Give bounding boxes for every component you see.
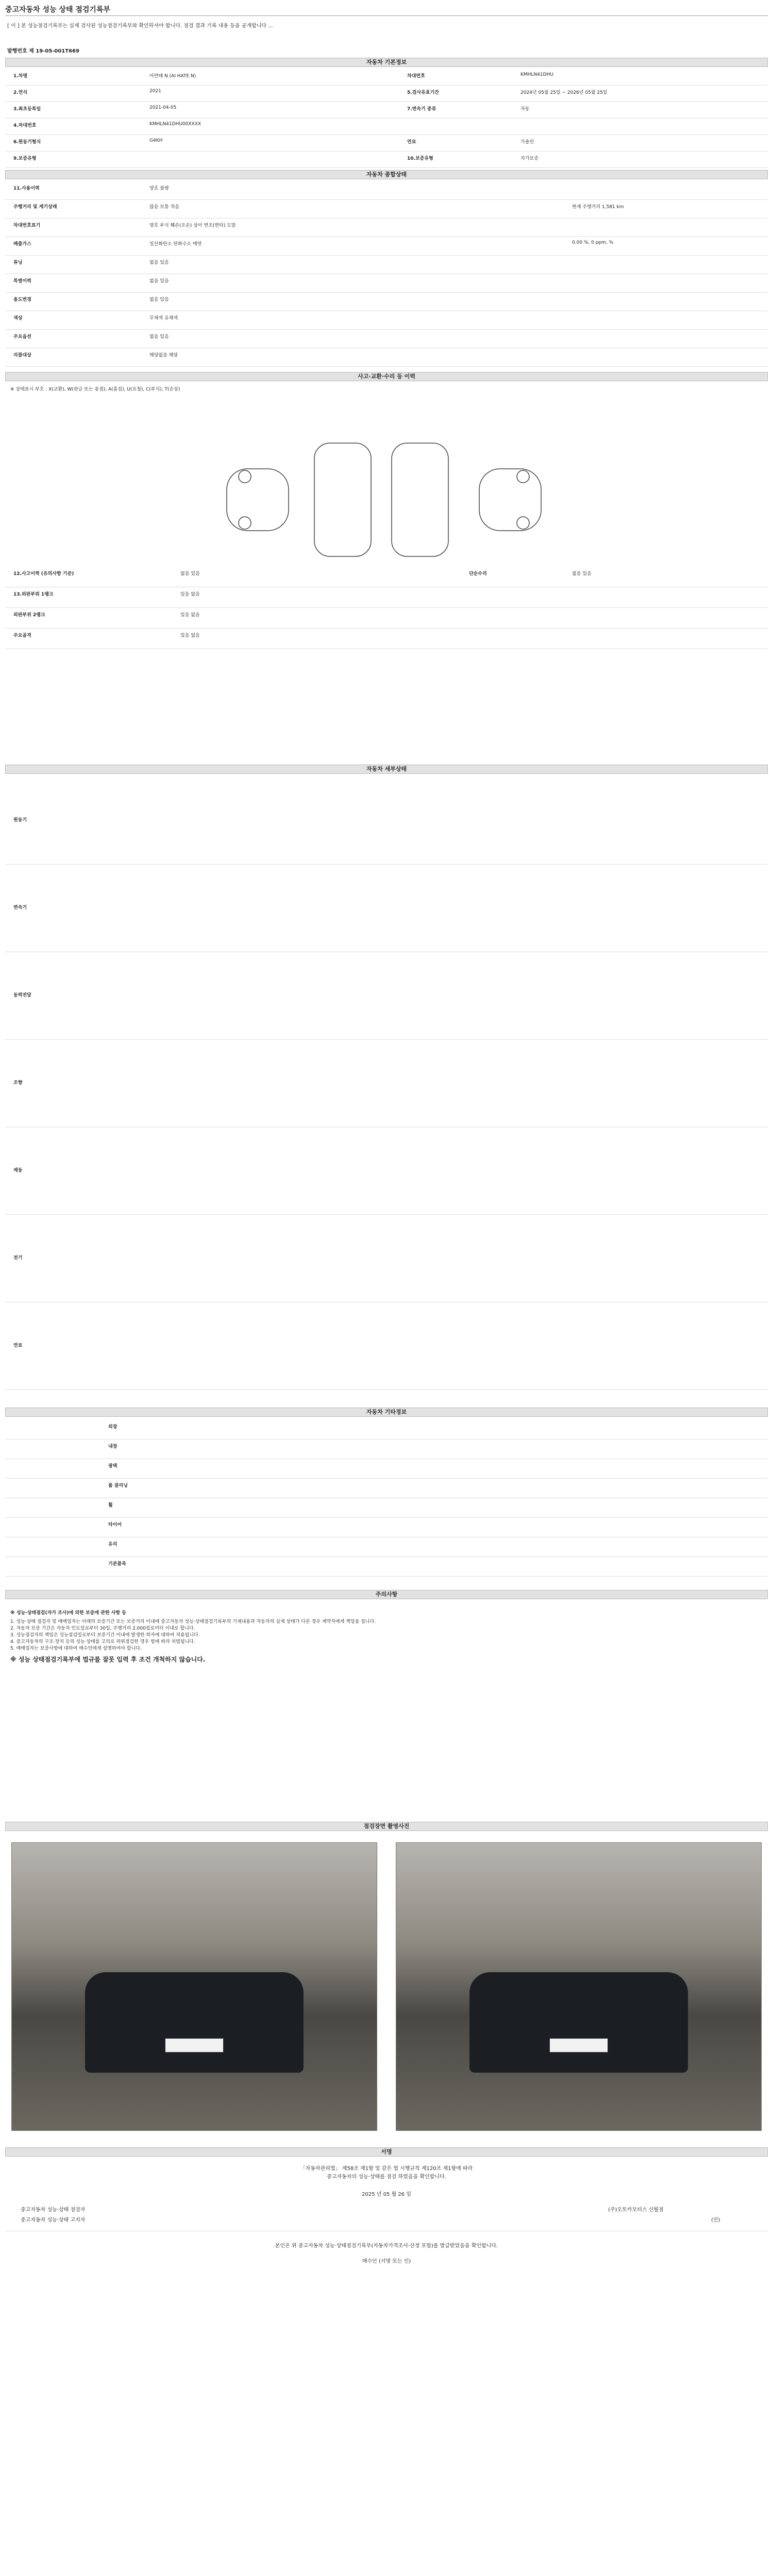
field-value: 없음 있음 [149,260,169,265]
field-label: 외판부위 2랭크 [13,613,45,618]
extra-row [5,1537,768,1557]
field-label: 1.차명 [13,74,28,79]
notice-text: [ 이 ] 본 성능점검기록부는 실제 검사된 성능점검기록부와 확인하셔야 합니다. 점검 결과 기록 내용 등을 공개합니다 ... [7,23,273,29]
field-value: 양호 불량 [149,186,169,191]
car-bottom [392,443,448,556]
extra-label: 휠 [108,1503,113,1508]
section-sign: 서명 [5,2147,768,2157]
field-value: 무채색 유채색 [149,316,178,321]
field-label-2: 7.변속기 종류 [407,107,436,112]
field-value: 있음 없음 [180,592,200,597]
photo-area [11,1842,762,2131]
sign-text-2: 중고자동차의 성능·상태를 점검 하였음을 확인합니다. [327,2174,446,2180]
table-row [5,102,768,118]
field-value: 2021 [149,89,161,94]
field-value: 양호 부식 훼손(오손) 상이 변조(변타) 도말 [149,223,236,228]
section-accident: 사고·교환·수리 등 이력 [5,372,768,381]
field-label: 3.최초등록일 [13,107,41,112]
section-general: 자동차 종합상태 [5,170,768,179]
field-label-2: 10.보증유형 [407,156,433,161]
sign-text-1: 「자동차관리법」 제58조 제1항 및 같은 법 시행규칙 제120조 제1항에 따라 [300,2166,473,2172]
extra-label: 내장 [108,1444,117,1449]
extra-row [5,1557,768,1577]
detail-group [5,1127,768,1215]
field-label-2: 차대번호 [407,74,425,79]
detail-label: 원동기 [13,818,27,823]
divider [5,15,768,16]
car-diagram [222,438,551,562]
extra-label: 기본품목 [108,1562,126,1567]
table-row [5,237,768,256]
table-row [5,69,768,86]
table-row [5,135,768,151]
field-label: 색상 [13,316,23,321]
field-value-2: 가솔린 [520,140,534,145]
field-value: 없음 있음 [149,334,169,340]
detail-label: 전기 [13,1256,23,1261]
field-value: 일산화탄소 탄화수소 매연 [149,242,202,247]
extra-row [5,1518,768,1537]
field-label-2: 5.검사유효기간 [407,90,439,95]
table-row [5,86,768,102]
detail-label: 조향 [13,1080,23,1086]
buyer-sign: 매수인 (서명 또는 인) [362,2259,411,2264]
field-label-2: 단순수리 [469,571,487,577]
detail-group [5,777,768,865]
table-row [5,311,768,330]
field-value-2: 현재 주행거리 1,581 km [572,205,624,210]
field-label-2: 연료 [407,140,416,145]
field-value: KMHLN41DHU00XXXX [149,122,201,127]
caution-line: 1. 성능·상태 점검자 및 매매업자는 아래의 보증기간 또는 보증거리 이내에 중고자동차 성능·상태점검기록부의 기재내용과 자동차의 실제 상태가 다른 경우 계약자에게 책임을 집니다. [10,1619,376,1624]
extra-row [5,1459,768,1479]
section-detail: 자동차 세부상태 [5,765,768,774]
registration-number: 발행번호 제 19-05-001T669 [7,48,79,54]
section-caution: 주의사항 [5,1590,768,1599]
checker-label: 중고자동차 성능·상태 점검자 [21,2207,86,2213]
inspection-photo-rear [396,1842,762,2131]
caution-line: 5. 매매업자는 보증사항에 대하여 매수인에게 설명하여야 합니다. [10,1646,142,1651]
inspection-photo-front [11,1842,377,2131]
section-photo: 점검장면 촬영사진 [5,1822,768,1831]
table-row [5,608,768,629]
notifier-label: 중고자동차 성능·상태 고지자 [21,2217,86,2223]
table-row [5,118,768,135]
detail-group [5,952,768,1040]
caution-title: ※ 성능·상태점검(자가 조사)에 의한 보증에 관한 사항 등 [10,1611,126,1616]
table-row [5,274,768,293]
sign-date: 2025 년 05 월 26 일 [362,2192,411,2197]
caution-line: 2. 자동차 보증 기간은 자동차 인도일로부터 30일, 주행거리 2,000킬로미터 이내로 합니다. [10,1626,195,1631]
field-label: 6.원동기형식 [13,140,41,145]
extra-row [5,1420,768,1439]
checker-name: (주)오토카모터스 신월점 [608,2207,664,2213]
table-row [5,256,768,274]
detail-label: 변속기 [13,905,27,910]
section-extra: 자동차 기타정보 [5,1408,768,1417]
extra-label: 유리 [108,1542,117,1547]
field-value-2: 0.00 %, 0 ppm, % [572,240,614,245]
page-title: 중고자동차 성능 상태 점검기록부 [5,6,110,14]
detail-group [5,1302,768,1390]
caution-bold: ※ 성능 상태점검기록부에 법규를 잘못 입력 후 조건 개척하지 않습니다. [10,1656,206,1663]
field-label: 4.차대번호 [13,123,37,128]
field-label: 리콜대상 [13,353,31,358]
field-value-2: 2024년 05월 25일 ~ 2026년 05월 25일 [520,90,608,95]
caution-line: 4. 중고자동차의 구조·장치 등의 성능·상태를 고의로 허위점검한 경우 법에 따라 처벌됩니다. [10,1639,195,1645]
field-value-2: 자동 [520,107,530,112]
field-value: 아반떼 N (AI HATE N) [149,74,196,79]
detail-label: 동력전달 [13,993,31,998]
table-row [5,293,768,311]
field-label: 9.보증유형 [13,156,37,161]
field-label: 11.사용이력 [13,186,40,191]
table-row [5,587,768,608]
car-top [314,443,371,556]
field-value-2: KMHLN41DHU [520,72,553,77]
table-row [5,181,768,200]
field-value: G4KH [149,138,163,143]
field-label: 특별이력 [13,279,31,284]
field-value: 없음 있음 [149,297,169,302]
field-label: 튜닝 [13,260,23,265]
extra-row [5,1439,768,1459]
field-value: 있음 없음 [180,633,200,638]
table-row [5,330,768,348]
field-label: 배출가스 [13,242,31,247]
table-row [5,151,768,168]
field-label: 용도변경 [13,297,31,302]
field-value-2: 자가보증 [520,156,539,161]
accident-legend: ※ 상태표시 부호 : X(교환), W(판금 또는 용접), A(흠집), U(요철), C(부식), T(손상) [10,387,180,392]
caution-line: 3. 성능점검자의 책임은 성능점검일로부터 보증기간 이내에 발생한 하자에 대하여 적용됩니다. [10,1633,200,1638]
receipt-text: 본인은 위 중고자동차 성능·상태점검기록부(자동차가격조사·산정 포함)를 발급받았음을 확인합니다. [275,2243,498,2249]
field-label: 주요골격 [13,633,31,638]
section-basic: 자동차 기본정보 [5,58,768,67]
detail-group [5,1040,768,1127]
field-label: 차대번호표기 [13,223,41,228]
field-label: 12.사고이력 (유의사항 기준) [13,571,74,577]
car-side-right [479,469,541,531]
table-row [5,567,768,587]
field-value: 많음 보통 적음 [149,205,179,210]
field-label: 주행거리 및 계기상태 [13,205,57,210]
extra-label: 광택 [108,1464,117,1469]
extra-label: 룸 클리닝 [108,1483,128,1488]
extra-label: 외장 [108,1425,117,1430]
detail-group [5,865,768,952]
field-label: 13.외판부위 1랭크 [13,592,54,597]
car-side-left [227,469,289,531]
field-value: 해당없음 해당 [149,353,178,358]
table-row [5,629,768,649]
detail-group [5,1215,768,1302]
table-row [5,200,768,218]
field-value: 없음 있음 [149,279,169,284]
caution-block [10,1610,763,1663]
extra-row [5,1498,768,1518]
detail-label: 연료 [13,1343,23,1348]
detail-label: 제동 [13,1168,23,1173]
extra-row [5,1479,768,1498]
field-label: 2.연식 [13,90,28,95]
field-value-2: 없음 있음 [572,571,592,577]
notifier-name: (인) [711,2217,720,2223]
table-row [5,348,768,367]
field-value: 없음 있음 [180,571,200,577]
table-row [5,218,768,237]
extra-label: 타이어 [108,1522,122,1528]
field-label: 주요옵션 [13,334,31,340]
field-value: 있음 없음 [180,613,200,618]
field-value: 2021-04-05 [149,105,177,110]
